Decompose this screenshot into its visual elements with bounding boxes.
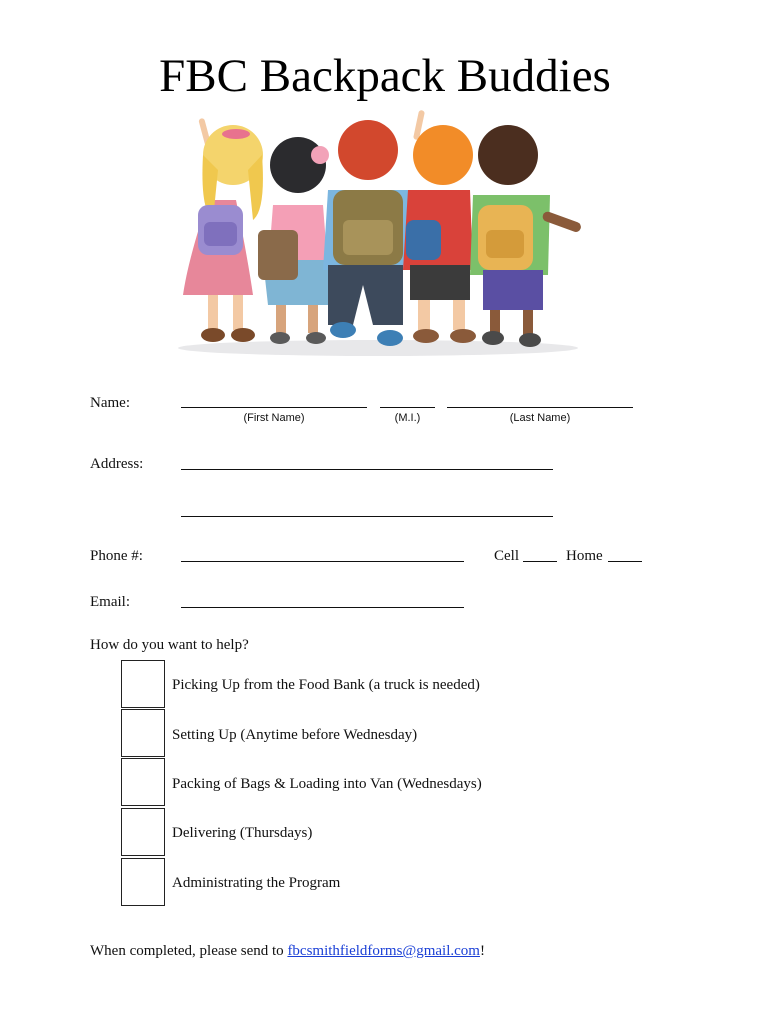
option-label-administrating: Administrating the Program: [172, 875, 341, 891]
option-checkbox-delivering[interactable]: [121, 808, 165, 856]
option-checkbox-packing[interactable]: [121, 758, 165, 806]
name-label: Name:: [90, 395, 130, 411]
kid-orange-haired-boy: [403, 110, 476, 343]
kid-red-haired-boy: [323, 120, 413, 346]
option-checkbox-food-bank[interactable]: [121, 660, 165, 708]
email-field[interactable]: [181, 607, 464, 608]
option-checkbox-setting-up[interactable]: [121, 709, 165, 757]
kid-dark-haired-girl: [258, 137, 333, 344]
kid-curly-haired-boy: [470, 125, 582, 347]
option-label-setting-up: Setting Up (Anytime before Wednesday): [172, 727, 418, 743]
email-label: Email:: [90, 594, 130, 610]
footer-instruction: [90, 942, 485, 960]
option-label-packing: Packing of Bags & Loading into Van (Wednesdays): [172, 776, 482, 792]
first-name-caption: (First Name): [243, 412, 305, 424]
last-name-field[interactable]: [447, 407, 633, 408]
middle-initial-caption: (M.I.): [394, 412, 421, 424]
phone-field[interactable]: [181, 561, 464, 562]
kid-blonde-girl: [183, 118, 263, 342]
home-label: Home: [566, 548, 603, 564]
contact-email-link[interactable]: fbcsmithfieldforms@gmail.com: [287, 943, 480, 959]
cell-checkbox-line[interactable]: [523, 561, 557, 562]
children-with-backpacks-illustration: [178, 110, 598, 360]
address-line-1-field[interactable]: [181, 469, 553, 470]
option-label-delivering: Delivering (Thursdays): [172, 825, 313, 841]
address-line-2-field[interactable]: [181, 516, 553, 517]
footer-prefix: When completed, please send to: [90, 943, 288, 959]
help-question: How do you want to help?: [90, 637, 249, 653]
footer-suffix: !: [479, 943, 485, 959]
address-label: Address:: [90, 456, 144, 472]
option-checkbox-administrating[interactable]: [121, 858, 165, 906]
cell-label: Cell: [494, 548, 519, 564]
option-label-food-bank: Picking Up from the Food Bank (a truck is needed): [172, 677, 480, 693]
first-name-field[interactable]: [181, 407, 367, 408]
middle-initial-field[interactable]: [380, 407, 435, 408]
phone-label: Phone #:: [90, 548, 143, 564]
home-checkbox-line[interactable]: [608, 561, 642, 562]
last-name-caption: (Last Name): [509, 412, 571, 424]
page-title: FBC Backpack Buddies: [159, 50, 611, 102]
